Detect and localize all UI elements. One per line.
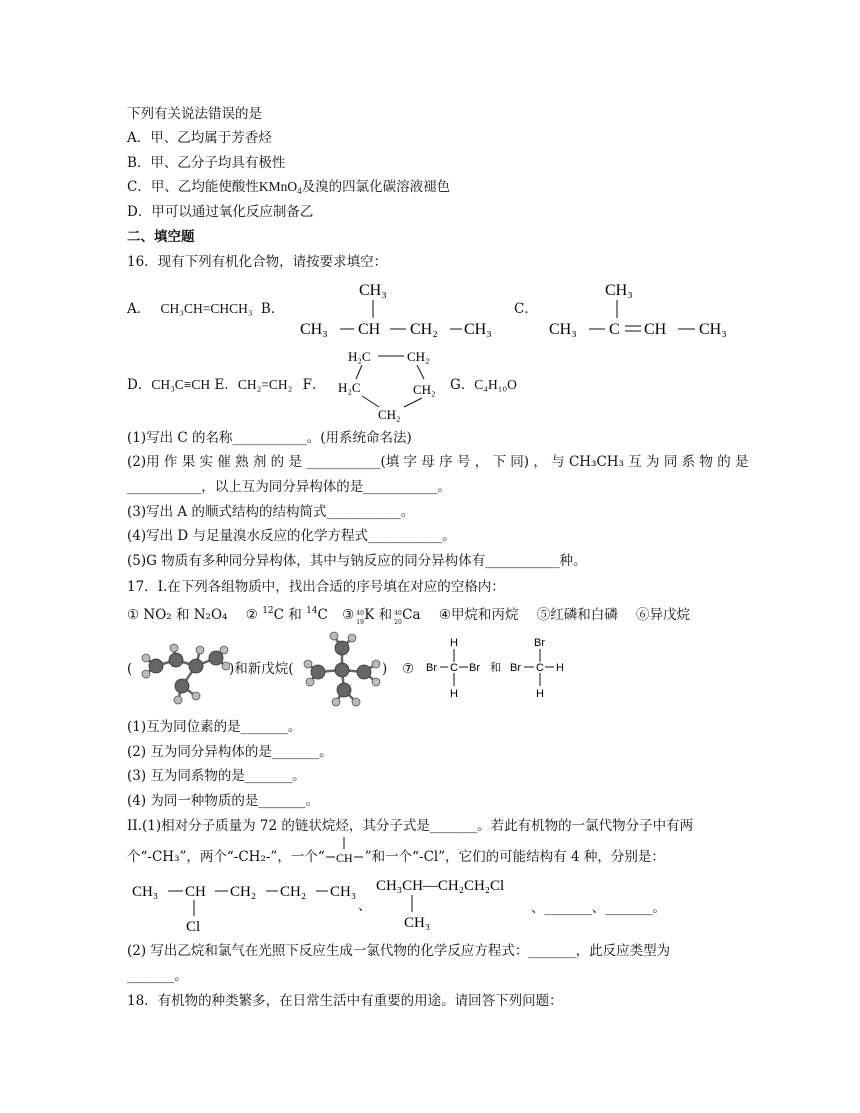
m1-top-h: H xyxy=(450,637,458,649)
q18-stem: 18．有机物的种类繁多，在日常生活中有重要的用途。请回答下列问题： xyxy=(127,993,563,1009)
k-symbol: K 和 xyxy=(364,607,393,623)
q17-ii-part2-line1: (2) 写出乙烷和氯气在光照下反应生成一氯代物的化学反应方程式：_______，此反应类型为 xyxy=(127,943,671,959)
q16-part1: (1)写出 C 的名称___________。(用系统命名法) xyxy=(127,430,412,446)
c-c4: CH₃ xyxy=(699,321,727,338)
m1-bottom-h: H xyxy=(450,688,458,700)
option-a: A．甲、乙均属于芳香烃 xyxy=(127,130,272,146)
b-methyl: CH₃ xyxy=(359,282,387,299)
s2-methyl: CH₃ xyxy=(404,915,431,931)
m2-right-h: H xyxy=(556,662,564,674)
q16-stem: 16．现有下列有机化合物，请按要求填空： xyxy=(127,254,388,270)
label-f: F． xyxy=(302,377,326,393)
option-c-text-end: 及溴的四氯化碳溶液褪色 xyxy=(301,179,451,195)
ca-mass: 40 xyxy=(394,610,402,617)
m2-carbon: C xyxy=(536,662,544,674)
q16-row-def xyxy=(127,375,326,395)
q17-ii-line2-end: ”和一个“-Cl”，它们的可能结构有 4 种，分别是： xyxy=(364,849,665,865)
c14-symbol: C xyxy=(317,607,328,623)
s1-c3: CH₂ xyxy=(230,884,257,900)
option-2-marker: ② xyxy=(245,607,258,623)
q17-part1: (1)互为同位素的是_______。 xyxy=(127,719,302,735)
neopentane-label: )和新戊烷( xyxy=(229,661,294,677)
q17-ii-line2-start: 个“-CH₃”，两个“-CH₂-”，一个“ xyxy=(127,849,325,865)
q17-ii-part2-line2: _______。 xyxy=(127,968,188,984)
ca-isotope xyxy=(392,605,402,626)
kmno4-formula: KMnO xyxy=(258,179,298,194)
label-e: E． xyxy=(214,377,238,393)
q16-part2-line1: (2)用 作 果 实 催 熟 剂 的 是 ___________(填 字 母 序 号 ， 下 同) ， 与 CH₃CH₃ 互 为 同 系 物 的 是 xyxy=(127,454,749,470)
ch-text: CH xyxy=(335,851,353,865)
c12-symbol: C 和 xyxy=(273,607,302,623)
formula-e: CH₂=CH₂ xyxy=(237,377,293,392)
m1-left-br: Br xyxy=(426,662,437,674)
f-ch2-top: CH₂ xyxy=(407,349,430,364)
q16-row-g xyxy=(450,375,517,395)
q17-options-row1 xyxy=(127,601,690,625)
label-c: C． xyxy=(514,301,538,317)
c12-mass: 12 xyxy=(262,606,274,616)
ch-group xyxy=(325,847,365,867)
and-text: 和 xyxy=(490,662,501,674)
s1-c4: CH₂ xyxy=(280,884,307,900)
q16-row-abc xyxy=(127,299,284,319)
m2-top-br: Br xyxy=(534,637,545,649)
label-g: G． xyxy=(450,377,475,393)
c-methyl: CH₃ xyxy=(605,282,633,299)
m1-carbon: C xyxy=(450,662,458,674)
c-c2: C xyxy=(609,321,620,338)
ca-atomic: 20 xyxy=(394,619,402,626)
option-3-marker: ③ xyxy=(342,607,355,623)
b-c3: CH₂ xyxy=(410,321,438,338)
option-5: ⑤红磷和白磷 xyxy=(536,607,618,623)
dibromomethane-structures xyxy=(424,634,574,704)
structure-b xyxy=(298,278,508,348)
q16-part5: (5)G 物质有多种同分异构体，其中与钠反应的同分异构体有___________种。 xyxy=(127,553,587,569)
f-ch2-bottom: CH₂ xyxy=(378,407,401,422)
q17-ii-line2 xyxy=(127,847,665,867)
isopentane-model xyxy=(138,636,230,706)
f-h2c-top: H₂C xyxy=(348,349,371,364)
f-ch2-mid: CH₂ xyxy=(413,382,436,397)
section-title: 二、填空题 xyxy=(127,229,195,245)
q17-part2: (2) 互为同分异构体的是_______。 xyxy=(127,744,333,760)
m1-right-br: Br xyxy=(469,662,480,674)
label-d: D． xyxy=(127,377,152,393)
q17-stem: 17．I.在下列各组物质中，找出合适的序号填在对应的空格内： xyxy=(127,579,505,595)
f-bond-right xyxy=(417,365,424,379)
m2-left-br: Br xyxy=(510,662,521,674)
option-6: ⑥异戊烷 xyxy=(636,607,691,623)
ch-group-svg xyxy=(325,837,365,867)
s2-main: CH₃CH—CH₂CH₂Cl xyxy=(376,878,505,894)
separator-1: 、 xyxy=(358,898,372,914)
paren-close: ) xyxy=(382,661,388,677)
m2-bottom-h: H xyxy=(536,688,544,700)
k-mass: 40 xyxy=(356,610,364,617)
f-bond-left xyxy=(356,365,362,379)
option-b: B．甲、乙分子均具有极性 xyxy=(127,155,286,171)
formula-g: C₄H₁₀O xyxy=(474,377,517,392)
b-c4: CH₃ xyxy=(464,321,492,338)
structure-f-cyclopentane xyxy=(334,343,444,423)
option-3 xyxy=(342,607,421,626)
b-c1: CH₃ xyxy=(300,321,328,338)
ca-symbol: Ca xyxy=(402,607,421,623)
q16-part4: (4)写出 D 与足量溴水反应的化学方程式___________。 xyxy=(127,528,456,544)
s1-c1: CH₃ xyxy=(132,884,159,900)
kmno4-subscript: 4 xyxy=(297,186,302,196)
q17-part4: (4) 为同一种物质的是_______。 xyxy=(127,793,320,809)
formula-d: CH₃C≡CH xyxy=(151,377,211,392)
structure-c xyxy=(547,278,747,348)
s1-c2: CH xyxy=(185,884,206,900)
answer-blanks: 、_______、_______。 xyxy=(531,900,666,916)
q16-part2-line2: ___________，以上互为同分异构体的是___________。 xyxy=(127,479,451,495)
s1-c5: CH₃ xyxy=(330,884,357,900)
f-h2c-mid: H₂C xyxy=(338,380,361,395)
q17-part3: (3) 互为同系物的是_______。 xyxy=(127,768,306,784)
chloropentane-structure-2 xyxy=(374,870,544,932)
s1-cl: Cl xyxy=(186,919,201,934)
f-bond-lower-left xyxy=(362,396,379,407)
label-a: A． xyxy=(127,301,151,317)
b-c2: CH xyxy=(358,321,381,338)
neopentane-model xyxy=(302,630,382,710)
paren-open: ( xyxy=(127,661,133,677)
k-isotope xyxy=(354,605,364,626)
option-7-marker: ⑦ xyxy=(402,661,415,677)
chloropentane-structure-1 xyxy=(130,876,360,934)
q16-part3: (3)写出 A 的顺式结构的结构简式___________。 xyxy=(127,504,415,520)
question-stem: 下列有关说法错误的是 xyxy=(127,106,262,122)
f-bond-lower-right xyxy=(404,398,422,407)
option-c xyxy=(127,177,450,201)
c14-mass: 14 xyxy=(306,606,318,616)
label-b: B． xyxy=(260,301,285,317)
q17-ii-line1: II.(1)相对分子质量为 72 的链状烷烃，其分子式是_______。若此有机物的一氯代物分子中有两 xyxy=(127,818,694,834)
option-1: ① NO₂ 和 N₂O₄ xyxy=(127,607,228,623)
option-c-text: C．甲、乙均能使酸性 xyxy=(127,179,259,195)
option-4: ④甲烷和丙烷 xyxy=(438,607,519,623)
c-c3: CH xyxy=(644,321,667,338)
c-c1: CH₃ xyxy=(549,321,577,338)
formula-a: CH₃CH=CHCH₃ xyxy=(160,301,253,316)
option-d: D．甲可以通过氧化反应制备乙 xyxy=(127,204,314,220)
option-2 xyxy=(246,607,328,623)
k-atomic: 19 xyxy=(356,619,364,626)
